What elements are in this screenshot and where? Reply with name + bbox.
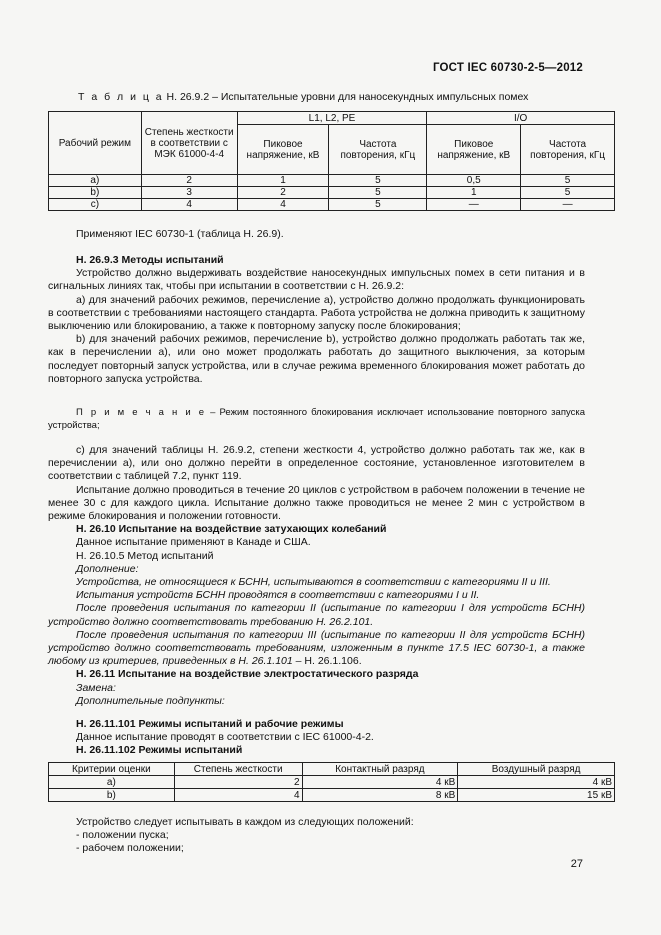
paragraph: Дополнение: — [76, 562, 139, 575]
table-row — [49, 187, 615, 199]
cell: b) — [49, 789, 175, 802]
positions-list — [48, 816, 585, 856]
header-cell: Воздушный разряд — [458, 763, 615, 776]
list-item: - рабочем положении; — [76, 842, 184, 855]
paragraph: c) для значений таблицы Н. 26.9.2, степени жесткости 4, устройство должно работать так же, как в перечислении а), или оно должно перейти в определенное состояние, установленное изготовителем в соответствии с таблицей 7.2, пункт 119. — [48, 444, 585, 483]
esd-table — [48, 762, 615, 802]
header-group-io: I/O — [427, 112, 615, 125]
paragraph: Устройство следует испытывать в каждом из следующих положений: — [76, 816, 414, 828]
table-caption — [78, 91, 528, 103]
cell: 1 — [237, 175, 329, 187]
paragraph: Данное испытание применяют в Канаде и США. — [76, 536, 311, 549]
cell: 0,5 — [427, 175, 521, 187]
caption-text: Н. 26.9.2 – Испытательные уровни для наносекундных импульсных помех — [166, 91, 529, 103]
section-test-methods — [48, 254, 585, 386]
paragraph: Устройства, не относящиеся к БСНН, испытываются в соответствии с категориями II и III. — [76, 576, 551, 589]
cell: — — [521, 199, 615, 211]
section-heading: Н. 26.11.101 Режимы испытаний и рабочие режимы — [76, 718, 344, 731]
header-freq-io: Частота повторения, кГц — [521, 125, 615, 175]
header-freq-lines: Частота повторения, кГц — [329, 125, 427, 175]
section-heading: Н. 26.9.3 Методы испытаний — [76, 254, 224, 266]
paragraph: Испытания устройств БСНН проводятся в соответствии с категориями I и II. — [76, 589, 480, 602]
paragraph: Н. 26.10.5 Метод испытаний — [76, 549, 214, 562]
note-prefix: П р и м е ч а н и е — [76, 407, 207, 418]
paragraph: a) для значений рабочих режимов, перечисление а), устройство должно продолжать функционировать в соответствии с требованиями настоящего стандарта. Работа устройства не должна приводить к защитному выключению или блокированию, а также к повторному запуску после блокирования; — [48, 293, 585, 333]
cell: 4 кВ — [458, 776, 615, 789]
paragraph: После проведения испытания по категории II (испытание по категории I для устройств БСНН) устройство должно соответствовать требованию Н. 26.2.101. — [48, 602, 585, 628]
cell: 4 — [174, 789, 302, 802]
paragraph: После проведения испытания по категории III (испытание по категории II для устройств БСНН) устройство должно соответствовать требованиям, изложенным в пункте 17.5 IEC 60730-1, а также любому из критериев, приведенных в Н. 26.1.101 – — [48, 628, 585, 668]
cell: b) — [49, 187, 142, 199]
cell: 15 кВ — [458, 789, 615, 802]
paragraph-ref: Н. 26.1.106. — [301, 655, 362, 668]
section-heading: Н. 26.11.102 Режимы испытаний — [76, 744, 243, 757]
cell: 5 — [521, 175, 615, 187]
paragraph: Применяют IEC 60730-1 (таблица Н. 26.9). — [76, 228, 284, 240]
cell: 8 кВ — [302, 789, 458, 802]
table-row — [49, 199, 615, 211]
paragraph: Устройство должно выдерживать воздействие наносекундных импульсных помех в сети питания и в сигнальных линиях так, чтобы при испытании в соответствии с Н. 26.9.2: — [48, 267, 585, 293]
cell: 4 — [237, 199, 329, 211]
note-text: – Режим постоянного блокирования исключает использование повторного запуска устройства; — [48, 407, 585, 432]
cell: 3 — [141, 187, 237, 199]
header-peak-io: Пиковое напряжение, кВ — [427, 125, 521, 175]
cell: 5 — [521, 187, 615, 199]
cell: 2 — [141, 175, 237, 187]
page-number: 27 — [570, 858, 583, 870]
cell: 5 — [329, 199, 427, 211]
header-cell: Степень жесткости — [174, 763, 302, 776]
table-row — [49, 175, 615, 187]
paragraph: Испытание должно проводиться в течение 20 циклов с устройством в рабочем положении в течение не менее 30 с для каждого цикла. Испытание должно также проводиться не менее 2 мин с устройством в режиме блокирования и положении готовности. — [48, 483, 585, 523]
cell: a) — [49, 175, 142, 187]
cell: — — [427, 199, 521, 211]
paragraph: Дополнительные подпункты: — [76, 694, 225, 707]
caption-prefix: Т а б л и ц а — [78, 91, 164, 103]
paragraph: b) для значений рабочих режимов, перечисление b), устройство должно продолжать работать так же, как в перечислении а), или оно может продолжать работать до защитного выключения, за которым последует повторный запуск устройства, или в случае режима временного блокирования может работать до повторного запуска устройства. — [48, 333, 585, 385]
cell: 4 — [141, 199, 237, 211]
section-heading: Н. 26.11 Испытание на воздействие электростатического разряда — [76, 668, 419, 681]
header-severity: Степень жесткости в соответствии с МЭК 61000-4-4 — [141, 112, 237, 175]
table-row — [49, 776, 615, 789]
cell: 2 — [237, 187, 329, 199]
header-cell: Контактный разряд — [302, 763, 458, 776]
cell: 5 — [329, 175, 427, 187]
cell: 1 — [427, 187, 521, 199]
header-cell: Критерии оценки — [49, 763, 175, 776]
cell: 4 кВ — [302, 776, 458, 789]
impulse-levels-table — [48, 111, 615, 211]
note-block — [48, 406, 585, 432]
applied-text — [48, 228, 585, 241]
cell: 5 — [329, 187, 427, 199]
cell: a) — [49, 776, 175, 789]
header-mode: Рабочий режим — [49, 112, 142, 175]
section-heading: Н. 26.10 Испытание на воздействие затухающих колебаний — [76, 523, 387, 536]
paragraph: Данное испытание проводят в соответствии с IEC 61000-4-2. — [76, 731, 374, 744]
header-group-lines: L1, L2, PE — [237, 112, 427, 125]
list-item: - положении пуска; — [76, 829, 169, 842]
paragraph: Замена: — [76, 681, 116, 694]
cell: 2 — [174, 776, 302, 789]
section-continued — [48, 444, 585, 758]
cell: c) — [49, 199, 142, 211]
header-peak-lines: Пиковое напряжение, кВ — [237, 125, 329, 175]
table-row — [49, 789, 615, 802]
standard-header: ГОСТ IEC 60730-2-5—2012 — [432, 62, 583, 74]
